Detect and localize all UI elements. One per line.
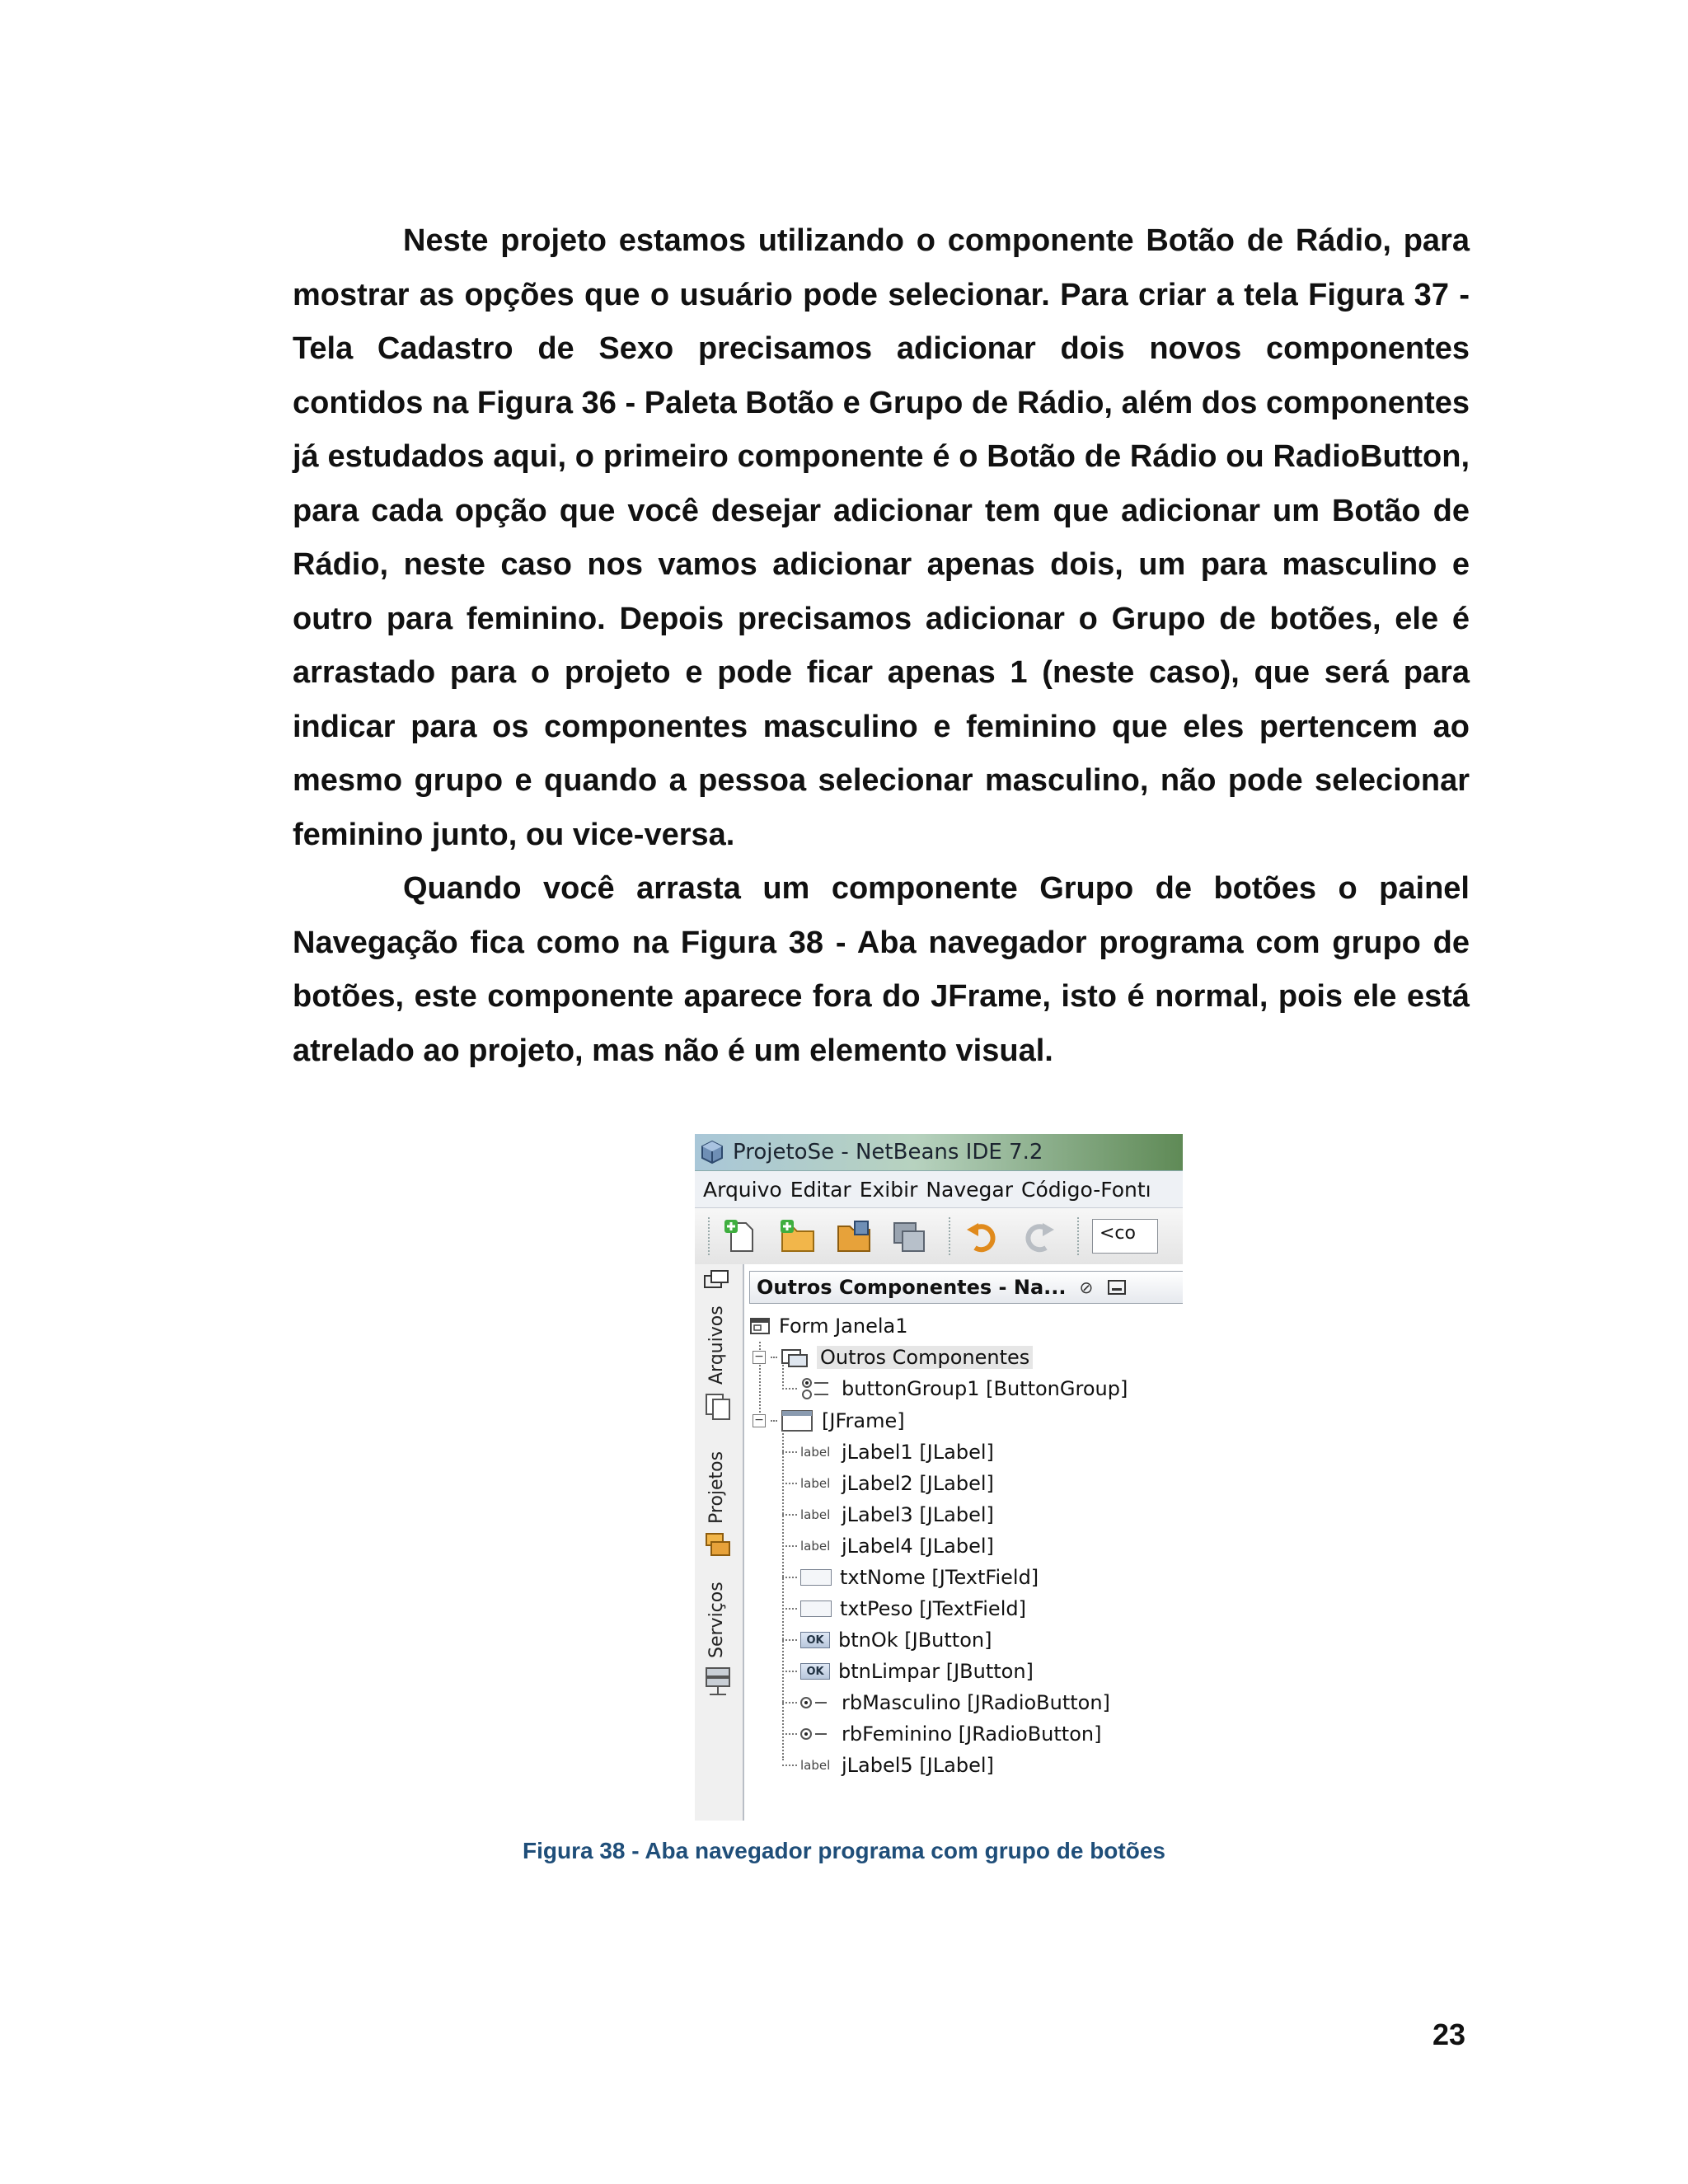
tree-connector — [782, 1483, 797, 1484]
other-components-icon — [781, 1347, 809, 1368]
tree-node-label: btnOk [JButton] — [838, 1629, 992, 1652]
tree-node-label: jLabel4 [JLabel] — [842, 1535, 994, 1558]
text-field-icon — [800, 1601, 832, 1617]
navigator-title: Outros Componentes - Na... — [757, 1276, 1067, 1299]
tree-node-label: txtNome [JTextField] — [840, 1566, 1039, 1589]
undo-button[interactable] — [959, 1214, 1006, 1258]
toolbar-separator — [949, 1217, 952, 1255]
toolbar — [695, 1208, 1183, 1265]
redo-icon — [1020, 1218, 1057, 1254]
body-text — [293, 214, 1470, 1078]
button-group-icon — [800, 1377, 833, 1400]
label-icon: label — [800, 1758, 831, 1773]
tree-connector — [782, 1451, 797, 1453]
tree-node-jframe-label: [JFrame] — [822, 1409, 905, 1432]
tree-connector — [782, 1639, 797, 1641]
tree-node-label: btnLimpar [JButton] — [838, 1660, 1034, 1683]
tab-arquivos[interactable] — [700, 1305, 738, 1429]
tree-node-jframe[interactable] — [753, 1405, 905, 1436]
netbeans-screenshot — [695, 1134, 1183, 1821]
ide-main-area — [695, 1264, 1183, 1821]
new-file-button[interactable] — [718, 1214, 766, 1258]
form-icon — [749, 1317, 771, 1335]
tree-node-label: rbFeminino [JRadioButton] — [842, 1722, 1102, 1746]
tab-projetos-label: Projetos — [706, 1451, 727, 1524]
open-folder-icon — [835, 1218, 873, 1254]
save-all-icon — [891, 1218, 929, 1254]
menu-exibir[interactable]: Exibir — [859, 1177, 918, 1202]
tree-connector — [782, 1671, 797, 1672]
netbeans-cube-icon — [700, 1140, 724, 1165]
text-field-icon — [800, 1569, 832, 1586]
tree-node-txtpeso[interactable] — [782, 1593, 1026, 1624]
label-icon: label — [800, 1539, 831, 1554]
paragraph-2: Quando você arrasta um componente Grupo de botões o painel Navegação fica como na Figura 38 - Aba navegador programa com grupo de botões, este componente aparece fora do JFrame, isto é normal, pois ele está atrelado ao projeto, mas não é um elemento visual. — [293, 871, 1470, 1068]
toolbar-separator-2 — [1077, 1217, 1081, 1255]
open-project-button[interactable] — [830, 1214, 878, 1258]
tree-connector — [782, 1702, 797, 1704]
tab-arquivos-label: Arquivos — [706, 1305, 727, 1385]
tree-connector — [771, 1420, 777, 1422]
tree-node-txtnome[interactable] — [782, 1562, 1039, 1593]
menu-navegar[interactable]: Navegar — [926, 1177, 1014, 1202]
undo-icon — [964, 1218, 1001, 1254]
collapse-icon[interactable]: − — [753, 1414, 766, 1427]
close-tab-icon[interactable]: ⊘ — [1079, 1277, 1094, 1297]
label-icon: label — [800, 1476, 831, 1491]
toolbar-grip — [708, 1217, 711, 1255]
tree-node-jlabel1[interactable] — [782, 1436, 994, 1468]
new-file-icon — [723, 1218, 761, 1254]
tree-connector — [782, 1545, 797, 1547]
tree-node-form-label: Form Janela1 — [779, 1315, 908, 1338]
menu-editar[interactable]: Editar — [790, 1177, 851, 1202]
tree-node-other-components-label: Outros Componentes — [817, 1346, 1033, 1369]
tree-node-btnlimpar[interactable] — [782, 1656, 1034, 1687]
jframe-icon — [781, 1409, 814, 1432]
tree-node-jlabel2[interactable] — [782, 1468, 994, 1499]
tree-node-label: txtPeso [JTextField] — [840, 1597, 1026, 1620]
button-icon: OK — [800, 1663, 830, 1680]
radio-button-icon — [800, 1728, 833, 1740]
menu-bar — [695, 1171, 1183, 1208]
tree-node-button-group[interactable] — [782, 1373, 1128, 1404]
restore-window-icon — [703, 1269, 731, 1291]
paragraph-1: Neste projeto estamos utilizando o componente Botão de Rádio, para mostrar as opções que o usuário pode selecionar. Para criar a tela Figura 37 - Tela Cadastro de Sexo precisamos adicionar dois novos componentes contidos na Figura 36 - Paleta Botão e Grupo de Rádio, além dos componentes já estudados aqui, o primeiro componente é o Botão de Rádio ou RadioButton, para cada opção que você desejar adicionar tem que adicionar um Botão de Rádio, neste caso nos vamos adicionar apenas dois, um para masculino e outro para feminino. Depois precisamos adicionar o Grupo de botões, ele é arrastado para o projeto e pode ficar apenas 1 (neste caso), que será para indicar para os componentes masculino e feminino que eles pertencem ao mesmo grupo e quando a pessoa selecionar masculino, não pode selecionar feminino junto, ou vice-versa. — [293, 223, 1470, 852]
menu-arquivo[interactable]: Arquivo — [703, 1177, 782, 1202]
files-icon — [703, 1393, 734, 1422]
tree-node-form[interactable] — [749, 1310, 908, 1342]
button-icon: OK — [800, 1632, 830, 1648]
new-project-button[interactable] — [774, 1214, 822, 1258]
side-tab-strip — [695, 1264, 744, 1821]
minimize-icon[interactable] — [1108, 1280, 1126, 1295]
tree-node-jlabel4[interactable] — [782, 1530, 994, 1562]
tree-connector — [782, 1388, 797, 1390]
label-icon: label — [800, 1445, 831, 1460]
navigator-panel — [744, 1264, 1183, 1821]
page-number: 23 — [1432, 2018, 1466, 2051]
tree-connector — [771, 1357, 777, 1358]
new-project-icon — [779, 1218, 817, 1254]
tree-node-label: jLabel3 [JLabel] — [842, 1503, 994, 1526]
tree-connector — [782, 1514, 797, 1516]
tree-node-label: jLabel2 [JLabel] — [842, 1472, 994, 1495]
radio-button-icon — [800, 1697, 833, 1708]
tree-node-label: jLabel1 [JLabel] — [842, 1441, 994, 1464]
tab-servicos-label: Serviços — [706, 1582, 727, 1658]
tree-node-other-components[interactable] — [753, 1342, 1033, 1373]
tree-connector — [782, 1765, 797, 1766]
tab-projetos[interactable] — [700, 1433, 738, 1557]
tree-connector — [782, 1733, 797, 1735]
window-title: ProjetoSe - NetBeans IDE 7.2 — [733, 1140, 1043, 1165]
configuration-combo[interactable]: <co — [1092, 1219, 1158, 1254]
tab-servicos[interactable] — [700, 1561, 738, 1701]
tree-node-label: rbMasculino [JRadioButton] — [842, 1691, 1110, 1714]
save-all-button[interactable] — [886, 1214, 934, 1258]
tree-node-rbfeminino[interactable] — [782, 1718, 1101, 1750]
tree-connector — [782, 1577, 797, 1578]
redo-button[interactable] — [1015, 1214, 1062, 1258]
tree-node-btnok[interactable] — [782, 1624, 992, 1656]
services-icon — [703, 1665, 734, 1698]
window-titlebar — [695, 1134, 1183, 1171]
projects-icon — [703, 1530, 734, 1560]
menu-codigo-fonte[interactable]: Código-Fontı — [1021, 1177, 1151, 1202]
tree-node-jlabel5[interactable] — [782, 1750, 994, 1781]
figure-caption: Figura 38 - Aba navegador programa com grupo de botões — [523, 1838, 1165, 1863]
collapse-icon[interactable]: − — [753, 1351, 766, 1364]
label-icon: label — [800, 1507, 831, 1522]
tree-connector — [782, 1608, 797, 1610]
navigator-tab[interactable] — [749, 1271, 1183, 1304]
tree-node-label: jLabel5 [JLabel] — [842, 1754, 994, 1777]
tree-node-rbmasculino[interactable] — [782, 1687, 1110, 1718]
tree-node-button-group-label: buttonGroup1 [ButtonGroup] — [842, 1377, 1128, 1400]
tree-node-jlabel3[interactable] — [782, 1499, 994, 1530]
